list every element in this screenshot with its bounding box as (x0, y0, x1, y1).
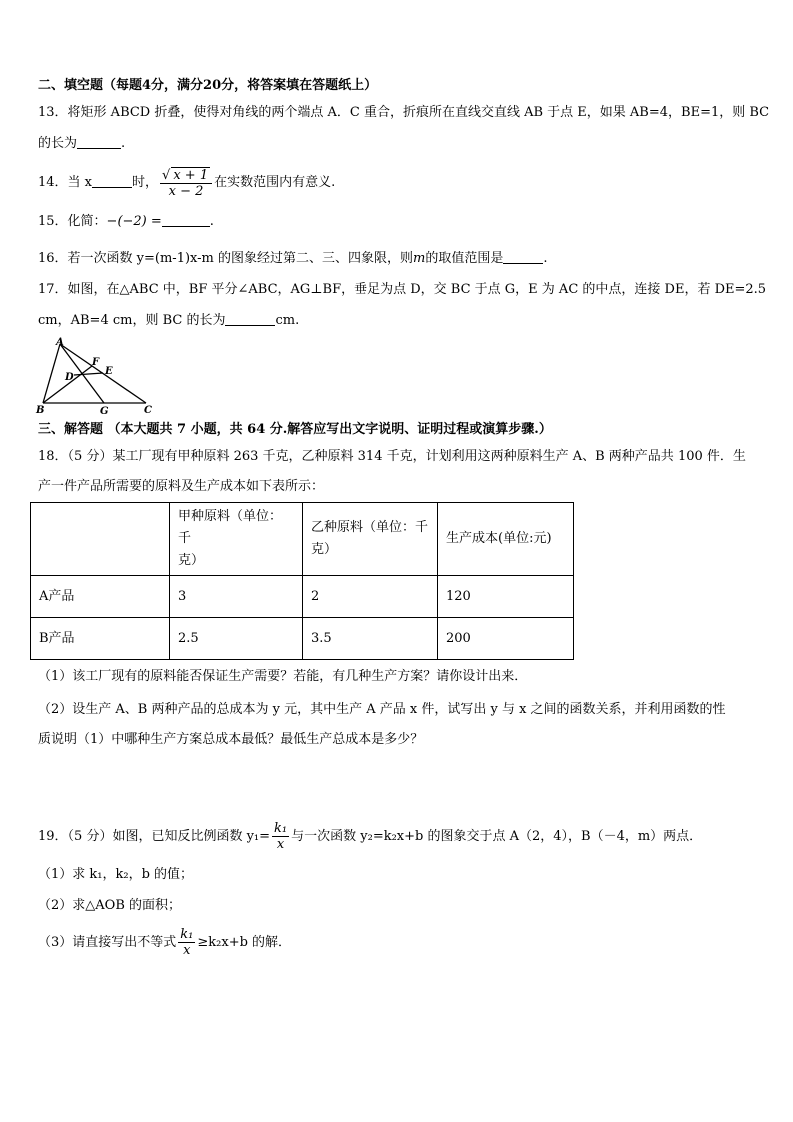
table-header-cell: 乙种原料（单位：千 克） (303, 503, 438, 576)
q19-sub2: （2）求△AOB 的面积； (38, 898, 182, 913)
q19-line (38, 820, 702, 854)
triangle-figure (34, 337, 164, 417)
table-cell: 2 (303, 576, 438, 618)
q14-fraction: $\frac{√ x + 1}{x - 2}$ (160, 167, 212, 199)
table-row (31, 618, 574, 660)
answer-blank (162, 212, 210, 227)
q13-line1: 13．将矩形 ABCD 折叠，使得对角线的两个端点 A．C 重合，折痕所在直线交直线 AB 于点 E，如果 AB=4，BE=1，则 BC (38, 105, 770, 120)
q19-numerator: k₁ (274, 821, 288, 836)
q16-end: . (543, 251, 548, 266)
q19-denominator: x (276, 837, 285, 852)
q19-sub3-numerator: k₁ (180, 927, 194, 942)
label-E: E (105, 366, 113, 377)
q19-fraction (272, 821, 289, 852)
q19-sub3-denominator: x (183, 943, 191, 958)
q14-post: 在实数范围内有意义. (214, 175, 336, 190)
label-A: A (56, 337, 64, 348)
section-3-title: 三、解答题 （本大题共 7 小题，共 64 分.解答应写出文字说明、证明过程或演算步骤.） (38, 422, 552, 437)
table-cell: 2.5 (170, 618, 303, 660)
q18-line1: 18．（5 分）某工厂现有甲种原料 263 千克，乙种原料 314 千克，计划利用这两种原料生产 A、B 两种产品共 100 件．生 (38, 449, 746, 464)
q14-denominator: x − 2 (168, 183, 204, 199)
q14-numerator: x + 1 (173, 167, 209, 183)
q13-line2 (38, 134, 125, 153)
q15-line (38, 212, 214, 231)
q14-pre: 14．当 x (38, 175, 93, 190)
table-cell: A产品 (31, 576, 170, 618)
table-header-row (31, 503, 574, 576)
table-cell: B产品 (31, 618, 170, 660)
answer-blank (225, 311, 275, 326)
table-header-cell (31, 503, 170, 576)
q16-pre: 16．若一次函数 y=(m-1)x-m 的图象经过第二、三、四象限，则 (38, 251, 414, 266)
q15-expression: −(−2) = (106, 214, 162, 229)
label-B: B (36, 405, 45, 416)
table-row (31, 576, 574, 618)
q17-pre: cm，AB=4 cm，则 BC 的长为 (38, 313, 226, 328)
table-cell: 3 (170, 576, 303, 618)
q18-sub1: （1）该工厂现有的原料能否保证生产需要？若能，有几种生产方案？请你设计出来． (38, 669, 528, 684)
segment-DE (74, 373, 103, 375)
q18-sub2-line1: （2）设生产 A、B 两种产品的总成本为 y 元，其中生产 A 产品 x 件，试写出 y 与 x 之间的函数关系，并利用函数的性 (38, 702, 726, 717)
answer-blank (92, 173, 132, 188)
answer-blank (503, 249, 543, 264)
q16-var: m (413, 251, 426, 266)
label-C: C (144, 405, 152, 416)
materials-table (30, 502, 574, 660)
table-cell: 120 (438, 576, 574, 618)
q17-line1: 17．如图，在△ABC 中，BF 平分∠ABC，AG⊥BF，垂足为点 D，交 BC 于点 G，E 为 AC 的中点，连接 DE，若 DE=2.5 (38, 282, 767, 297)
answer-blank (77, 134, 121, 149)
label-D: D (65, 372, 74, 383)
q19-sub3-pre: （3）请直接写出不等式 (38, 935, 177, 950)
q19-pre: 19．（5 分）如图，已知反比例函数 y₁= (38, 829, 271, 844)
label-G: G (100, 406, 109, 417)
q15-pre: 15．化简： (38, 214, 107, 229)
q19-sub3 (38, 926, 291, 960)
segment-AB (43, 344, 60, 403)
table-header-cell: 生产成本(单位:元) (438, 503, 574, 576)
q19-sub1: （1）求 k₁，k₂，b 的值； (38, 867, 194, 882)
q18-line2: 产一件产品所需要的原料及生产成本如下表所示： (38, 479, 325, 494)
q17-line2 (38, 311, 299, 330)
table-cell: 3.5 (303, 618, 438, 660)
q18-sub2-line2: 质说明（1）中哪种生产方案总成本最低？最低生产总成本是多少？ (38, 732, 424, 747)
table-header-cell: 甲种原料（单位：千 克） (170, 503, 303, 576)
section-2-title: 二、填空题（每题4分，满分20分，将答案填在答题纸上） (38, 78, 378, 93)
q13-end: . (121, 136, 126, 151)
q16-post: 的取值范围是 (425, 251, 504, 266)
q16-line (38, 249, 548, 268)
q13-text: 的长为 (38, 136, 78, 151)
label-F: F (92, 357, 100, 368)
q19-sub3-post: ≥k₂x+b 的解． (197, 935, 292, 950)
q19-sub3-fraction (178, 927, 195, 958)
table-cell: 200 (438, 618, 574, 660)
q15-end: . (209, 214, 214, 229)
q14-line (38, 166, 335, 200)
q14-mid: 时， (132, 175, 159, 190)
q17-post: cm. (275, 313, 300, 328)
q19-post: 与一次函数 y₂=k₂x+b 的图象交于点 A（2，4），B（－4，m）两点． (291, 829, 703, 844)
